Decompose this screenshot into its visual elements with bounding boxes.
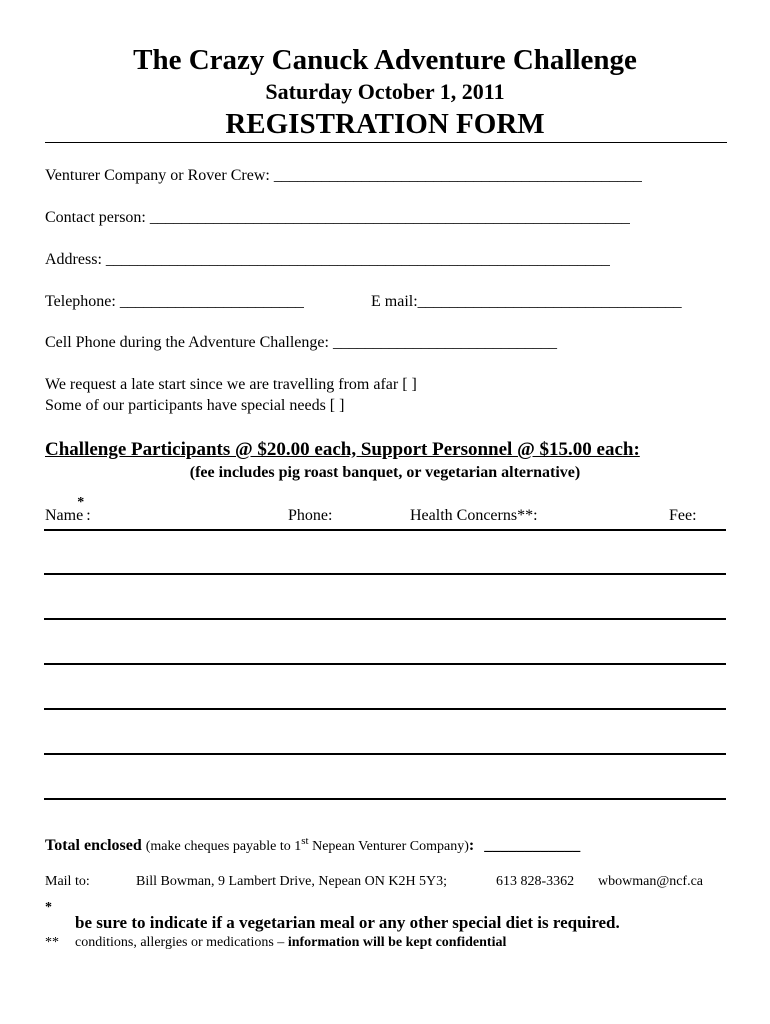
total-note: (make cheques payable to 1st Nepean Venturer Company) — [145, 835, 469, 854]
participant-line-3[interactable] — [44, 663, 726, 665]
participant-line-2[interactable] — [44, 618, 726, 620]
participant-line-1[interactable] — [44, 573, 726, 575]
table-header-rule — [44, 529, 726, 531]
participants-subheading: (fee includes pig roast banquet, or vegetarian alternative) — [189, 464, 581, 481]
email-field[interactable]: E mail:_________________________________ — [371, 293, 682, 310]
late-start-checkbox[interactable]: We request a late start since we are travelling from afar [ ] — [45, 376, 417, 393]
company-field[interactable]: Venturer Company or Rover Crew: ______________________________________________ — [45, 167, 642, 184]
column-name-asterisk: * — [77, 495, 85, 510]
document-title: The Crazy Canuck Adventure Challenge — [133, 44, 637, 76]
total-amount-field[interactable]: ____________ — [484, 837, 581, 854]
mail-label: Mail to: — [45, 874, 90, 889]
column-name — [45, 495, 91, 525]
total-colon: : — [468, 837, 475, 854]
column-name-label: Name — [45, 507, 84, 524]
participant-line-6[interactable] — [44, 798, 726, 800]
column-phone: Phone: — [288, 507, 333, 524]
column-name-colon: : — [82, 507, 91, 524]
mail-phone: 613 828-3362 — [496, 874, 575, 889]
participant-line-5[interactable] — [44, 753, 726, 755]
event-date: Saturday October 1, 2011 — [265, 79, 505, 104]
telephone-field[interactable]: Telephone: _______________________ — [45, 293, 304, 310]
total-label: Total enclosed — [45, 837, 142, 854]
participant-line-4[interactable] — [44, 708, 726, 710]
form-title: REGISTRATION FORM — [225, 108, 545, 140]
special-needs-checkbox[interactable]: Some of our participants have special needs [ ] — [45, 397, 345, 414]
cell-phone-field[interactable]: Cell Phone during the Adventure Challenge: ____________________________ — [45, 334, 557, 351]
mail-email: wbowman@ncf.ca — [598, 874, 704, 889]
footnote-1-text: be sure to indicate if a vegetarian meal or any other special diet is required. — [75, 913, 620, 932]
total-enclosed — [45, 837, 580, 855]
mail-address: Bill Bowman, 9 Lambert Drive, Nepean ON K2H 5Y3; — [136, 874, 448, 889]
footnote-2-text: conditions, allergies or medications – information will be kept confidential — [75, 935, 507, 950]
footnote-2-mark: ** — [45, 935, 59, 950]
column-fee: Fee: — [669, 507, 697, 524]
title-rule — [45, 142, 727, 143]
footnote-1-mark: * — [45, 900, 52, 915]
participants-heading: Challenge Participants @ $20.00 each, Support Personnel @ $15.00 each: — [45, 439, 640, 460]
contact-field[interactable]: Contact person: ____________________________________________________________ — [45, 209, 630, 226]
column-health: Health Concerns**: — [410, 507, 538, 524]
address-field[interactable]: Address: _______________________________________________________________ — [45, 251, 610, 268]
